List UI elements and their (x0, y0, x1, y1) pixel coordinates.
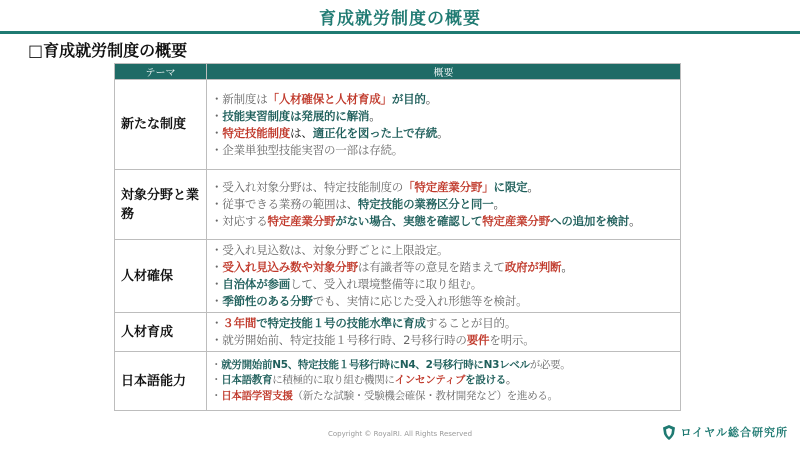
text-segment: を設ける (465, 374, 506, 387)
overview-line (211, 389, 676, 405)
row-theme: 日本語能力 (115, 352, 207, 411)
text-segment: が必要。 (529, 358, 571, 371)
text-segment: を明示。 (489, 333, 535, 347)
row-overview (207, 240, 681, 313)
text-segment: 受入れ見込み数や対象分野 (222, 260, 358, 274)
text-segment: 。 (505, 374, 517, 387)
row-theme: 対象分野と業務 (115, 170, 207, 240)
copyright-text: Copyright © RoyalRI. All Rights Reserved (327, 430, 473, 438)
overview-line (211, 179, 676, 196)
overview-line (211, 293, 676, 310)
text-segment: 技能実習制度は発展的に解消 (222, 108, 370, 123)
text-segment: 適正化を図った上で存続 (312, 125, 438, 140)
text-segment: 。 (527, 180, 539, 194)
text-segment: がない場合、実態を確認して (335, 214, 483, 228)
text-segment: 自治体が参画 (222, 277, 291, 291)
overview-table (114, 63, 681, 411)
overview-line (211, 91, 676, 108)
overview-line (211, 358, 676, 374)
text-segment: 特定技能の業務区分と同一 (357, 197, 494, 211)
row-overview (207, 352, 681, 411)
text-segment: 日本語学習支援 (221, 389, 293, 402)
text-segment: 特定産業分野 (267, 214, 336, 228)
text-segment: 。 (425, 91, 438, 106)
text-segment: ・ (211, 316, 223, 330)
text-segment: 「特定産業分野」 (403, 180, 494, 194)
text-segment: ・対応する (211, 214, 268, 228)
column-header-overview: 概要 (207, 64, 681, 80)
text-segment: で特定技能１号の技能水準に育成 (256, 316, 426, 330)
text-segment: に積極的に取り組む機関に (272, 374, 395, 387)
table-row (115, 352, 681, 411)
text-segment: することが目的。 (425, 316, 517, 330)
text-segment: 。 (629, 214, 641, 228)
section-heading: □育成就労制度の概要 (28, 41, 188, 60)
text-segment: は有識者等の意見を踏まえて (357, 260, 505, 274)
overview-line (211, 276, 676, 293)
text-segment: ・ (211, 389, 222, 402)
row-theme: 人材確保 (115, 240, 207, 313)
shield-emblem-icon (662, 425, 676, 440)
text-segment: 特定技能制度 (222, 125, 291, 140)
row-theme: 新たな制度 (115, 80, 207, 170)
text-segment: 「人材確保と人材育成」 (267, 91, 392, 106)
company-logo (662, 424, 788, 440)
text-segment: ・ (211, 358, 222, 371)
text-segment: ・ (211, 294, 223, 308)
text-segment: 。 (493, 197, 505, 211)
text-segment: ・企業単独型技能実習の一部は存続。 (211, 142, 404, 157)
text-segment: 要件 (466, 333, 490, 347)
text-segment: ・就労開始前、特定技能１号移行時、2号移行時の (211, 333, 467, 347)
text-segment: 日本語教育 (221, 374, 273, 387)
overview-line (211, 242, 676, 259)
text-segment: 季節性のある分野 (222, 294, 313, 308)
text-segment: ・ (211, 374, 222, 387)
row-theme: 人材育成 (115, 313, 207, 352)
text-segment: でも、実情に応じた受入れ形態等を検討。 (312, 294, 528, 308)
table-row (115, 170, 681, 240)
table-row (115, 313, 681, 352)
table-row (115, 240, 681, 313)
overview-line (211, 332, 676, 349)
text-segment: に限定 (493, 180, 528, 194)
overview-line (211, 125, 676, 142)
overview-line (211, 196, 676, 213)
text-segment: して、受入れ環境整備等に取り組む。 (290, 277, 482, 291)
text-segment: ・新制度は (211, 91, 268, 106)
column-header-theme: テーマ (115, 64, 207, 80)
row-overview (207, 80, 681, 170)
text-segment: への追加を検討 (550, 214, 630, 228)
overview-line (211, 108, 676, 125)
text-segment: インセンティブ (394, 374, 466, 387)
text-segment: ・ (211, 277, 223, 291)
text-segment: 。 (561, 260, 573, 274)
text-segment: 特定産業分野 (482, 214, 551, 228)
text-segment: ・ (211, 108, 223, 123)
text-segment: が目的 (391, 91, 426, 106)
text-segment: ・ (211, 260, 223, 274)
overview-line (211, 142, 676, 159)
row-overview (207, 170, 681, 240)
overview-line (211, 259, 676, 276)
overview-line (211, 315, 676, 332)
overview-line (211, 373, 676, 389)
row-overview (207, 313, 681, 352)
text-segment: ・受入れ対象分野は、特定技能制度の (211, 180, 404, 194)
table-header-row (115, 64, 681, 80)
table-row (115, 80, 681, 170)
text-segment: 就労開始前N5、特定技能１号移行時にN4、2号移行時にN3レベル (221, 358, 530, 371)
text-segment: ・受入れ見込数は、対象分野ごとに上限設定。 (211, 243, 449, 257)
text-segment: 。 (369, 108, 381, 123)
overview-line (211, 213, 676, 230)
text-segment: 政府が判断 (504, 260, 562, 274)
text-segment: ３年間 (222, 316, 257, 330)
page-title: 育成就労制度の概要 (319, 9, 481, 29)
text-segment: は、 (290, 125, 313, 140)
text-segment: ・ (211, 125, 223, 140)
logo-text: ロイヤル総合研究所 (680, 426, 788, 439)
text-segment: ・従事できる業務の範囲は、 (211, 197, 358, 211)
title-underline (0, 31, 800, 34)
text-segment: 。 (437, 125, 449, 140)
text-segment: （新たな試験・受験機会確保・教材開発など）を進める。 (292, 389, 558, 402)
